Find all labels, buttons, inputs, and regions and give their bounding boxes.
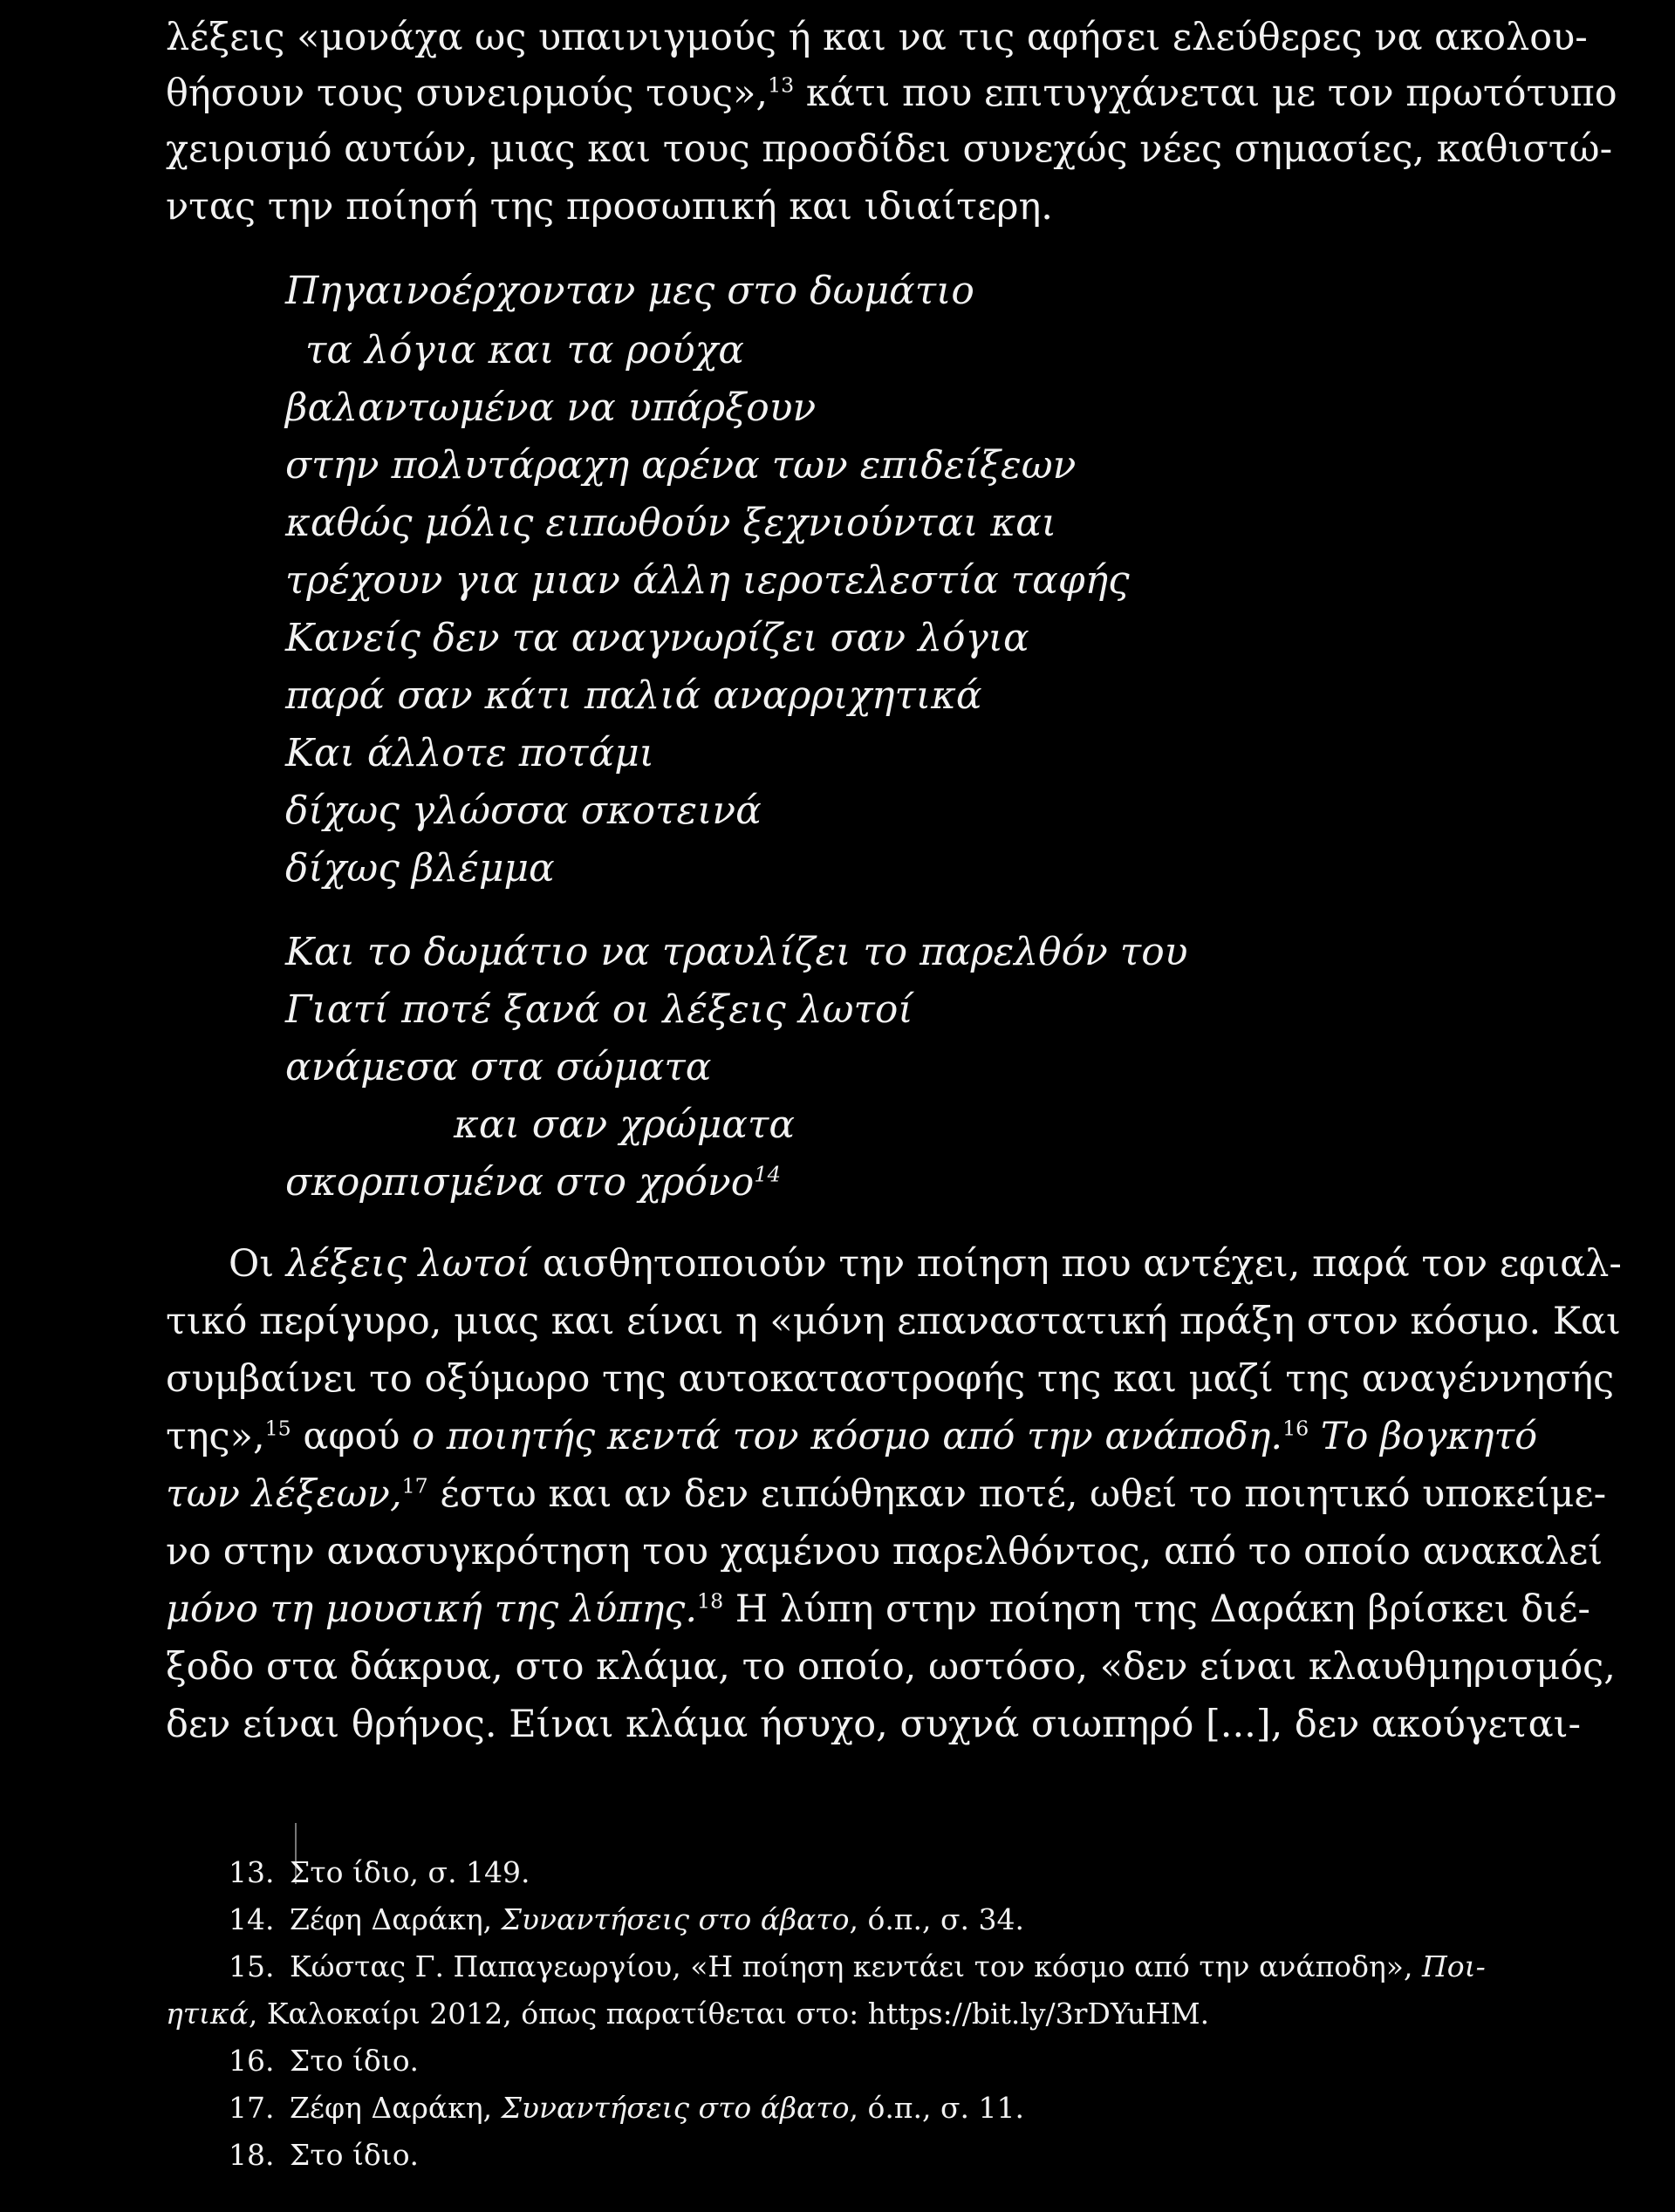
body-line-3: συμβαίνει το οξύμωρο της αυτοκαταστροφής της και μαζί της αναγέννησής xyxy=(166,1357,1615,1401)
poem-line: καθώς μόλις ειπωθούν ξεχνιούνται και xyxy=(285,501,1057,545)
poem-line: δίχως βλέμμα xyxy=(285,846,555,891)
poem-line: Και το δωμάτιο να τραυλίζει το παρελθόν του xyxy=(285,930,1188,974)
footnote-18: 18. Στο ίδιο. xyxy=(229,2138,420,2172)
footnote-15: 15. Κώστας Γ. Παπαγεωργίου, «Η ποίηση κεντάει τον κόσμο από την ανάποδη», Ποι- xyxy=(229,1949,1486,1983)
footnote-17: 17. Ζέφη Δαράκη, Συναντήσεις στο άβατο, ό.π., σ. 11. xyxy=(229,2091,1024,2125)
intro-line-3: χειρισμό αυτών, μιας και τους προσδίδει συνεχώς νέες σημασίες, καθιστώ- xyxy=(166,127,1613,171)
poem-line-last: σκορπισμένα στο χρόνο$^{14}$ xyxy=(285,1160,781,1205)
footnote-14: 14. Ζέφη Δαράκη, Συναντήσεις στο άβατο, ό.π., σ. 34. xyxy=(229,1902,1024,1936)
body-line-4: της»,$^{15}$ αφού ο ποιητής κεντά τον κόσμο από την ανάποδη.$^{16}$ Το βογκητό xyxy=(166,1415,1538,1458)
intro-line-2: θήσουν τους συνειρμούς τους»,$^{13}$ κάτι που επιτυγχάνεται με τον πρωτότυπο xyxy=(166,72,1617,115)
poem-line: βαλαντωμένα να υπάρξουν xyxy=(285,386,817,430)
intro-line-1: λέξεις «μονάχα ως υπαινιγμούς ή και να τις αφήσει ελεύθερες να ακολου- xyxy=(166,16,1588,59)
body-line-2: τικό περίγυρο, μιας και είναι η «μόνη επαναστατική πράξη στον κόσμο. Και xyxy=(166,1300,1621,1343)
body-line-9: δεν είναι θρήνος. Είναι κλάμα ήσυχο, συχνά σιωπηρό [...], δεν ακούγεται- xyxy=(166,1703,1582,1746)
poem-line: και σαν χρώματα xyxy=(454,1103,796,1147)
body-line-5: των λέξεων,$^{17}$ έστω και αν δεν ειπώθηκαν ποτέ, ωθεί το ποιητικό υποκείμε- xyxy=(166,1472,1607,1516)
footnote-15-cont: ητικά, Καλοκαίρι 2012, όπως παρατίθεται στο: https://bit.ly/3rDYuHM. xyxy=(166,1997,1210,2031)
poem-line: Κανείς δεν τα αναγνωρίζει σαν λόγια xyxy=(285,616,1029,660)
poem-line: Πηγαινοέρχονταν μες στο δωμάτιο xyxy=(285,269,974,313)
footnote-ref-18: 18 xyxy=(697,1588,724,1614)
footnote-ref-17: 17 xyxy=(401,1473,428,1499)
body-line-1: Οι λέξεις λωτοί αισθητοποιούν την ποίηση που αντέχει, παρά τον εφιαλ- xyxy=(229,1242,1622,1286)
footnote-13: 13. Στο ίδιο, σ. 149. xyxy=(229,1855,530,1889)
body-line-8: ξοδο στα δάκρυα, στο κλάμα, το οποίο, ωστόσο, «δεν είναι κλαυθμηρισμός, xyxy=(166,1645,1616,1689)
footnote-ref-16: 16 xyxy=(1282,1416,1309,1441)
poem-line: ανάμεσα στα σώματα xyxy=(285,1045,712,1089)
poem-line: τα λόγια και τα ρούχα xyxy=(305,328,744,372)
footnote-ref-15: 15 xyxy=(264,1416,291,1441)
footnote-ref-13: 13 xyxy=(768,72,795,98)
body-line-6: νο στην ανασυγκρότηση του χαμένου παρελθόντος, από το οποίο ανακαλεί xyxy=(166,1530,1603,1574)
body-line-7: μόνο τη μουσική της λύπης.$^{18}$ Η λύπη στην ποίηση της Δαράκη βρίσκει διέ- xyxy=(166,1587,1590,1631)
footnote-ref-14: 14 xyxy=(754,1162,781,1187)
poem-line: δίχως γλώσσα σκοτεινά xyxy=(285,789,762,833)
poem-line: παρά σαν κάτι παλιά αναρριχητικά xyxy=(285,673,982,718)
poem-line: Γιατί ποτέ ξανά οι λέξεις λωτοί xyxy=(285,987,913,1032)
poem-line: Και άλλοτε ποτάμι xyxy=(285,731,655,775)
footnote-16: 16. Στο ίδιο. xyxy=(229,2044,420,2078)
intro-line-4: ντας την ποίησή της προσωπική και ιδιαίτερη. xyxy=(166,185,1053,229)
poem-line: στην πολυτάραχη αρένα των επιδείξεων xyxy=(285,443,1077,488)
poem-line: τρέχουν για μιαν άλλη ιεροτελεστία ταφής xyxy=(285,558,1130,603)
